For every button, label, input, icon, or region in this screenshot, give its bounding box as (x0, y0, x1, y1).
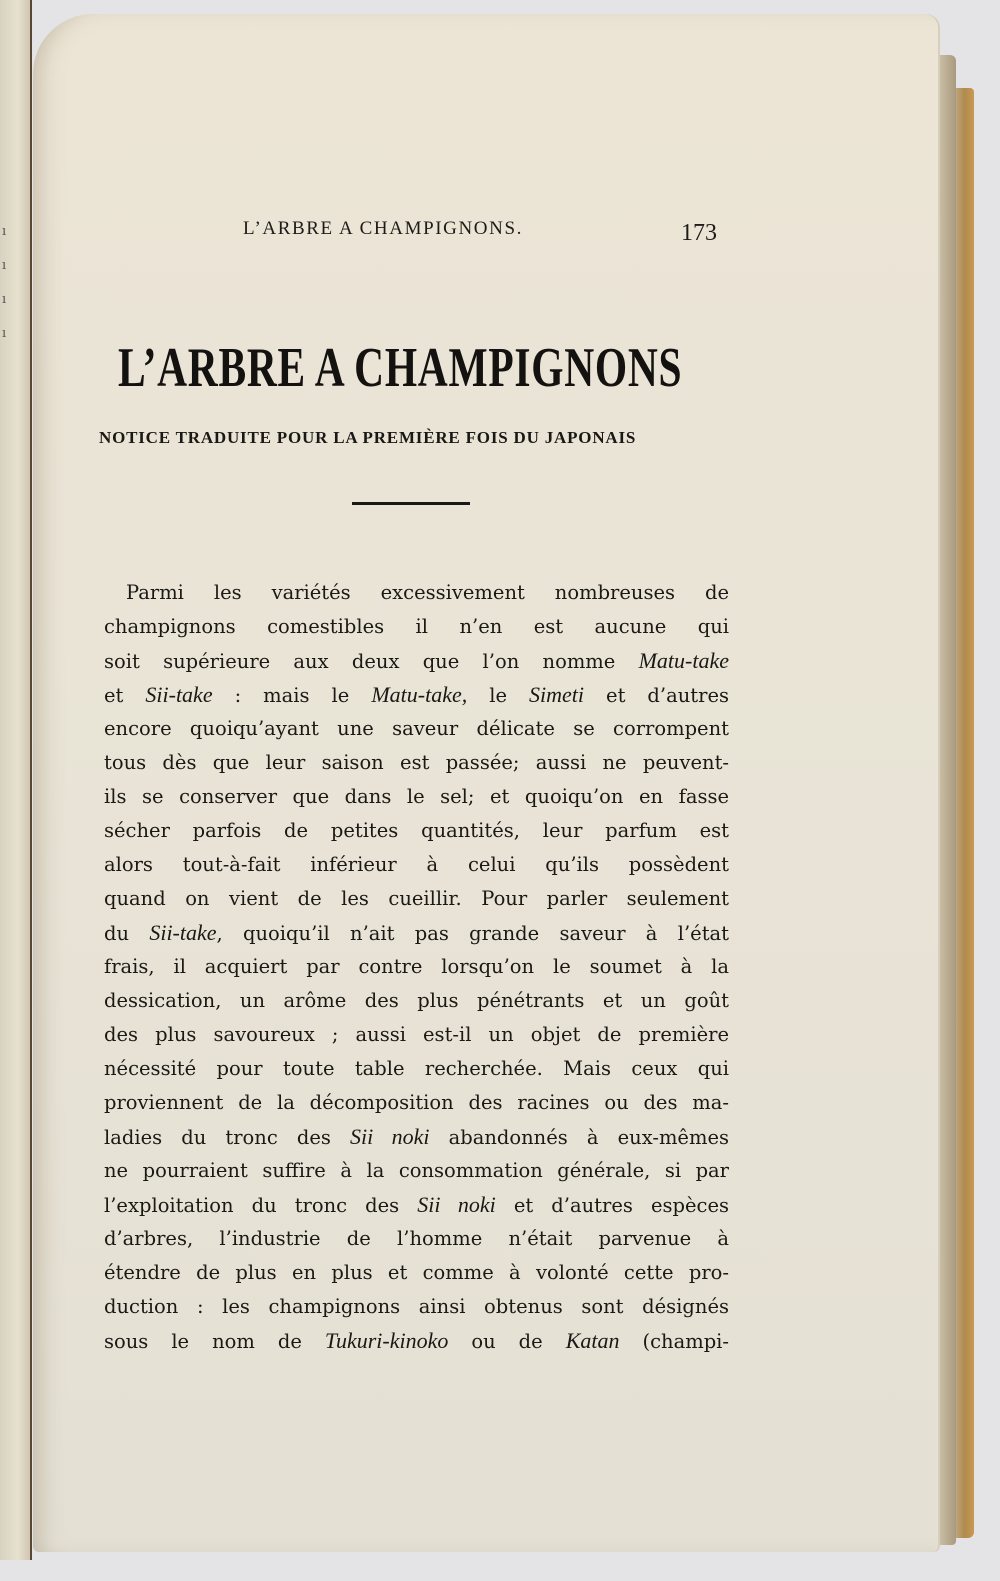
page-number: 173 (681, 220, 717, 246)
text-run: champignons comestibles il n’en est aucune qui (104, 615, 729, 638)
italic-term: Sii-take (149, 920, 217, 945)
text-run: alors tout-à-fait inférieur à celui qu’ils possèdent (104, 853, 729, 876)
text-run: frais, il acquiert par contre lorsqu’on le soumet à la (104, 955, 729, 978)
text-run: dessication, un arôme des plus pénétrants et un goût (104, 989, 729, 1012)
chapter-subtitle: NOTICE TRADUITE POUR LA PREMIÈRE FOIS DU JAPONAIS (99, 428, 637, 447)
text-run: (champi- (619, 1330, 729, 1353)
text-run: abandonnés à eux-mêmes (429, 1126, 730, 1149)
text-run: d’arbres, l’industrie de l’homme n’était parvenue à (104, 1227, 729, 1250)
text-line (104, 1188, 729, 1222)
text-line (104, 916, 729, 950)
text-line (104, 1290, 729, 1324)
text-line (104, 1154, 729, 1188)
italic-term: Sii noki (417, 1192, 496, 1217)
chapter-title: L’ARBRE A CHAMPIGNONS (118, 337, 683, 399)
facing-page-fragments: ı ı ı ı (2, 224, 7, 341)
text-run: soit supérieure aux deux que l’on nomme (104, 650, 639, 673)
text-line (104, 1256, 729, 1290)
text-run: ils se conserver que dans le sel; et quoiqu’on en fasse (104, 785, 729, 808)
text-run: étendre de plus en plus et comme à volonté cette pro- (104, 1261, 729, 1284)
text-line (104, 814, 729, 848)
text-run: , quoiqu’il n’ait pas grande saveur à l’état (216, 922, 729, 945)
text-line (104, 746, 729, 780)
text-line (104, 1086, 729, 1120)
text-line (104, 1222, 729, 1256)
text-run: duction : les champignons ainsi obtenus sont désignés (104, 1295, 729, 1318)
italic-term: Katan (565, 1328, 620, 1353)
text-run: du (104, 922, 150, 945)
italic-term: Sii noki (349, 1124, 430, 1149)
text-run: ou de (448, 1330, 566, 1353)
facing-page-edge (0, 0, 32, 1560)
text-run: et (104, 684, 146, 707)
text-run: et d’autres espèces (495, 1194, 729, 1217)
text-line (104, 882, 729, 916)
text-line (104, 780, 729, 814)
text-run: sécher parfois de petites quantités, leur parfum est (104, 819, 729, 842)
text-line (104, 984, 729, 1018)
text-run: proviennent de la décomposition des racines ou des ma- (104, 1091, 729, 1114)
italic-term: Simeti (529, 682, 585, 707)
text-run: tous dès que leur saison est passée; aussi ne peuvent- (104, 751, 729, 774)
text-line (104, 678, 729, 712)
text-line (104, 644, 729, 678)
text-run: l’exploitation du tronc des (104, 1194, 418, 1217)
text-run: ladies du tronc des (104, 1126, 350, 1149)
decorative-rule (352, 502, 470, 505)
text-run: des plus savoureux ; aussi est-il un objet de première (104, 1023, 729, 1046)
text-line (104, 1018, 729, 1052)
italic-term: Sii-take (145, 682, 213, 707)
italic-term: Matu-take, (371, 682, 468, 707)
text-line (104, 950, 729, 984)
italic-term: Matu-take (638, 648, 729, 673)
text-run: quand on vient de les cueillir. Pour parler seulement (104, 887, 729, 910)
text-run: Parmi les variétés excessivement nombreuses de (126, 581, 729, 604)
text-line (104, 1120, 729, 1154)
text-run: et d’autres (584, 684, 729, 707)
text-line (104, 576, 729, 610)
text-run: : mais le (212, 684, 372, 707)
text-run: encore quoiqu’ayant une saveur délicate se corrompent (104, 717, 729, 740)
text-line (104, 848, 729, 882)
text-run: sous le nom de (104, 1330, 325, 1353)
text-line (104, 1324, 729, 1358)
text-run: le (467, 684, 530, 707)
running-head: L’ARBRE A CHAMPIGNONS. (243, 218, 523, 239)
text-run: nécessité pour toute table recherchée. Mais ceux qui (104, 1057, 729, 1080)
text-line (104, 610, 729, 644)
text-line (104, 712, 729, 746)
text-run: ne pourraient suffire à la consommation générale, si par (104, 1159, 729, 1182)
body-paragraph (104, 576, 729, 1358)
text-line (104, 1052, 729, 1086)
italic-term: Tukuri-kinoko (324, 1328, 449, 1353)
